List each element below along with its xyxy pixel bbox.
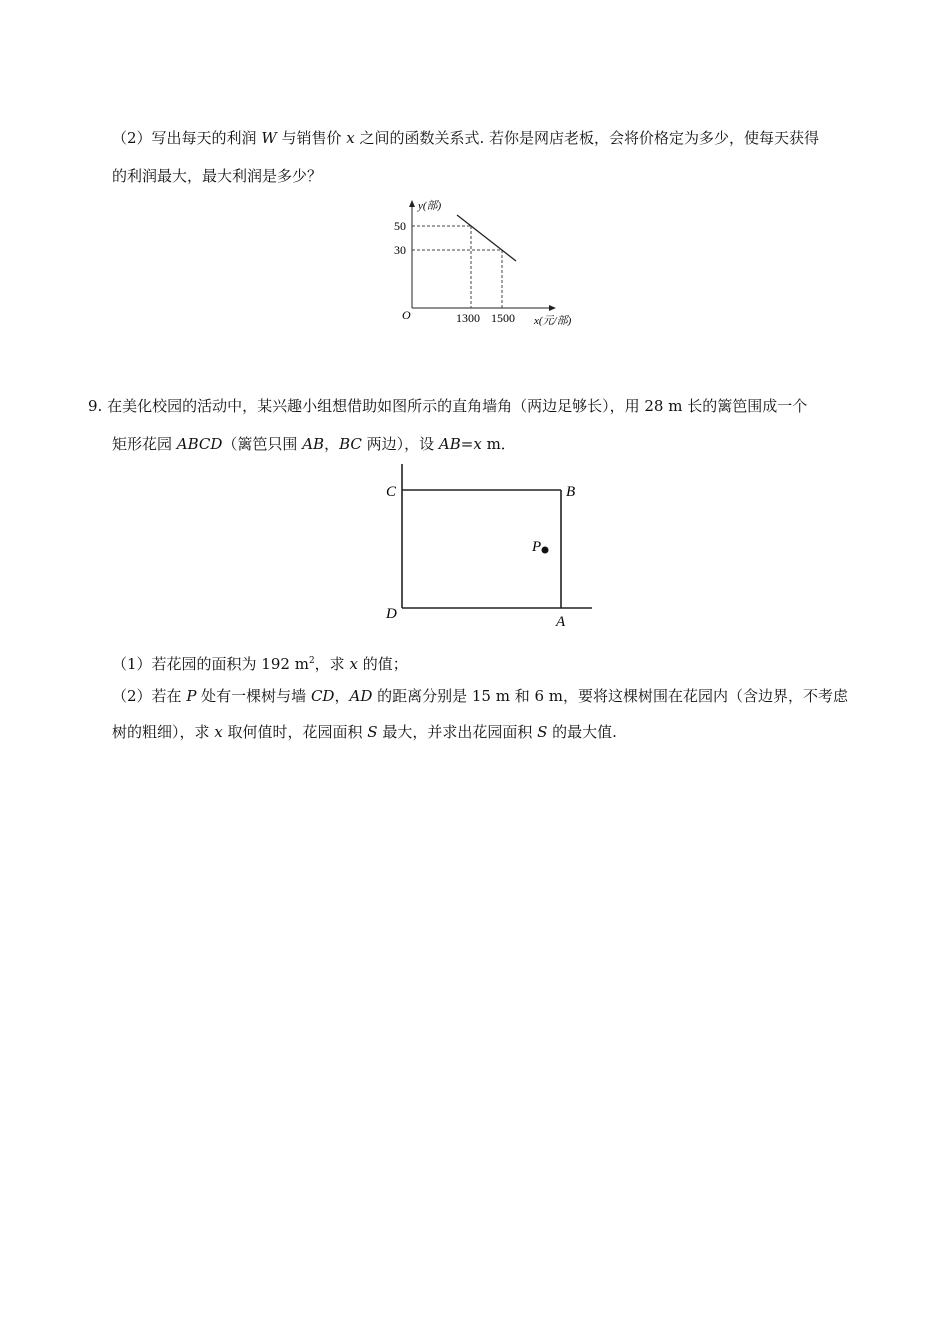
- q9-part2-line1: （2）若在 P 处有一棵树与墙 CD，AD 的距离分别是 15 m 和 6 m，要将这棵树围在花园内（含边界，不考虑: [112, 687, 849, 705]
- y-tick-30: 30: [394, 243, 406, 257]
- y-tick-50: 50: [394, 219, 406, 233]
- var-w: W: [261, 129, 277, 147]
- label-d: D: [386, 606, 397, 622]
- q8-part2-line2: 的利润最大，最大利润是多少？: [112, 167, 323, 185]
- q8-part2-line1: （2）写出每天的利润 W 与销售价 x 之间的函数关系式. 若你是网店老板，会将价格定为多少，使每天获得: [112, 129, 820, 147]
- graph-function-line: [457, 215, 516, 261]
- label-c: C: [386, 484, 397, 500]
- tree-point: [542, 547, 549, 554]
- q8-sales-graph: [390, 198, 590, 330]
- q9-part2-line2: 树的粗细），求 x 取何值时，花园面积 S 最大，并求出花园面积 S 的最大值.: [112, 723, 617, 741]
- graph-x-arrow: [549, 305, 556, 311]
- q9-line1: 9. 在美化校园的活动中，某兴趣小组想借助如图所示的直角墙角（两边足够长），用 28 m 长的篱笆围成一个: [88, 397, 808, 415]
- q9-number: 9.: [88, 397, 103, 415]
- origin-label: O: [402, 308, 411, 322]
- graph-y-arrow: [409, 200, 415, 207]
- q9-line2: 矩形花园 ABCD（篱笆只围 AB，BC 两边），设 AB=x m．: [112, 435, 516, 453]
- x-tick-1300: 1300: [456, 311, 480, 325]
- label-p: P: [532, 539, 542, 555]
- label-a: A: [556, 614, 566, 630]
- var-x: x: [346, 129, 355, 147]
- q9-garden-figure: [380, 460, 610, 632]
- x-tick-1500: 1500: [491, 311, 515, 325]
- label-b: B: [566, 484, 576, 500]
- y-axis-label: y(部): [418, 200, 442, 212]
- q9-part1: （1）若花园的面积为 192 $m^2$，求 x 的值；: [112, 655, 408, 673]
- x-axis-label: x(元/部): [534, 315, 572, 327]
